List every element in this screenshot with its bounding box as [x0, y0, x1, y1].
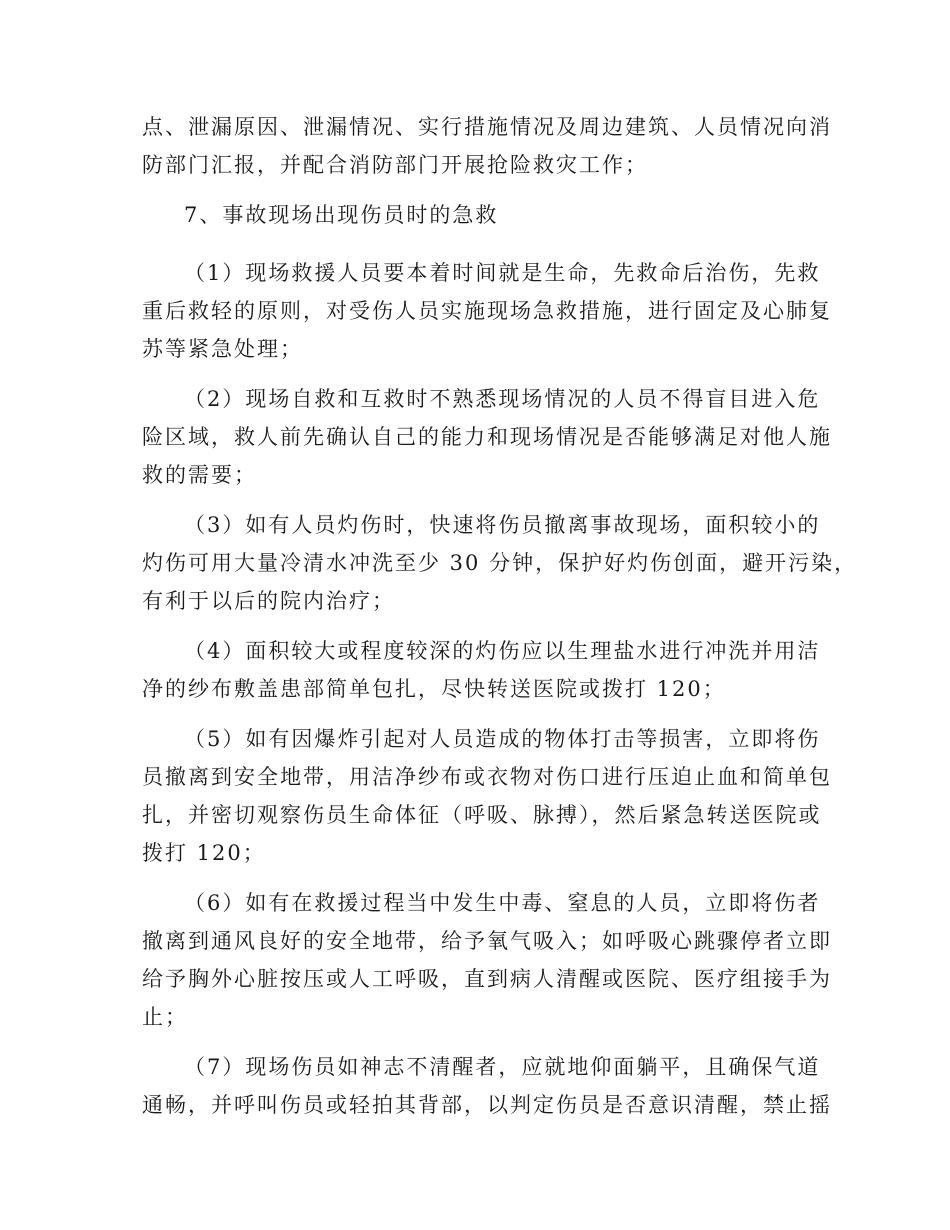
text-line: （2）现场自救和互救时不熟悉现场情况的人员不得盲目进入危	[184, 387, 821, 411]
paragraph	[142, 632, 821, 708]
paragraph	[142, 380, 832, 494]
text-line: 苏等紧急处理；	[142, 337, 303, 361]
text-line: 拨打 120；	[142, 841, 266, 865]
text-line: （7）现场伤员如神志不清醒者，应就地仰面躺平，且确保气道	[184, 1055, 821, 1079]
text-line: （1）现场救援人员要本着时间就是生命，先救命后治伤，先救	[184, 261, 821, 285]
section-heading	[142, 196, 802, 234]
text-line: 通畅，并呼叫伤员或轻拍其背部，以判定伤员是否意识清醒，禁止摇	[142, 1093, 832, 1117]
text-line: 有利于以后的院内治疗；	[142, 589, 395, 613]
paragraph	[142, 884, 832, 1036]
text-line: 7、事故现场出现伤员时的急救	[184, 203, 499, 227]
text-line: （6）如有在救援过程当中发生中毒、窒息的人员，立即将伤者	[184, 891, 821, 915]
text-line: 净的纱布敷盖患部简单包扎，尽快转送医院或拨打 120；	[142, 677, 726, 701]
text-line: 给予胸外心脏按压或人工呼吸，直到病人清醒或医院、医疗组接手为	[142, 967, 832, 991]
paragraph	[142, 506, 858, 620]
paragraph	[142, 720, 832, 872]
text-line: 撤离到通风良好的安全地带，给予氧气吸入；如呼吸心跳骤停者立即	[142, 929, 832, 953]
text-line: （4）面积较大或程度较深的灼伤应以生理盐水进行冲洗并用洁	[184, 639, 821, 663]
text-line: 员撤离到安全地带，用洁净纱布或衣物对伤口进行压迫止血和简单包	[142, 765, 832, 789]
text-line: 防部门汇报，并配合消防部门开展抢险救灾工作；	[142, 153, 648, 177]
paragraph	[142, 1048, 832, 1124]
text-line: （3）如有人员灼伤时，快速将伤员撤离事故现场，面积较小的	[184, 513, 821, 537]
text-line: 重后救轻的原则，对受伤人员实施现场急救措施，进行固定及心肺复	[142, 299, 832, 323]
text-line: 止；	[142, 1005, 188, 1029]
paragraph	[142, 108, 832, 184]
paragraph	[142, 254, 832, 368]
text-line: 救的需要；	[142, 463, 257, 487]
text-line: （5）如有因爆炸引起对人员造成的物体打击等损害，立即将伤	[184, 727, 821, 751]
text-line: 点、泄漏原因、泄漏情况、实行措施情况及周边建筑、人员情况向消	[142, 115, 832, 139]
text-line: 灼伤可用大量冷清水冲洗至少 30 分钟，保护好灼伤创面，避开污染，	[142, 551, 858, 575]
text-line: 扎，并密切观察伤员生命体征（呼吸、脉搏），然后紧急转送医院或	[142, 803, 822, 827]
text-line: 险区域，救人前先确认自己的能力和现场情况是否能够满足对他人施	[142, 425, 832, 449]
